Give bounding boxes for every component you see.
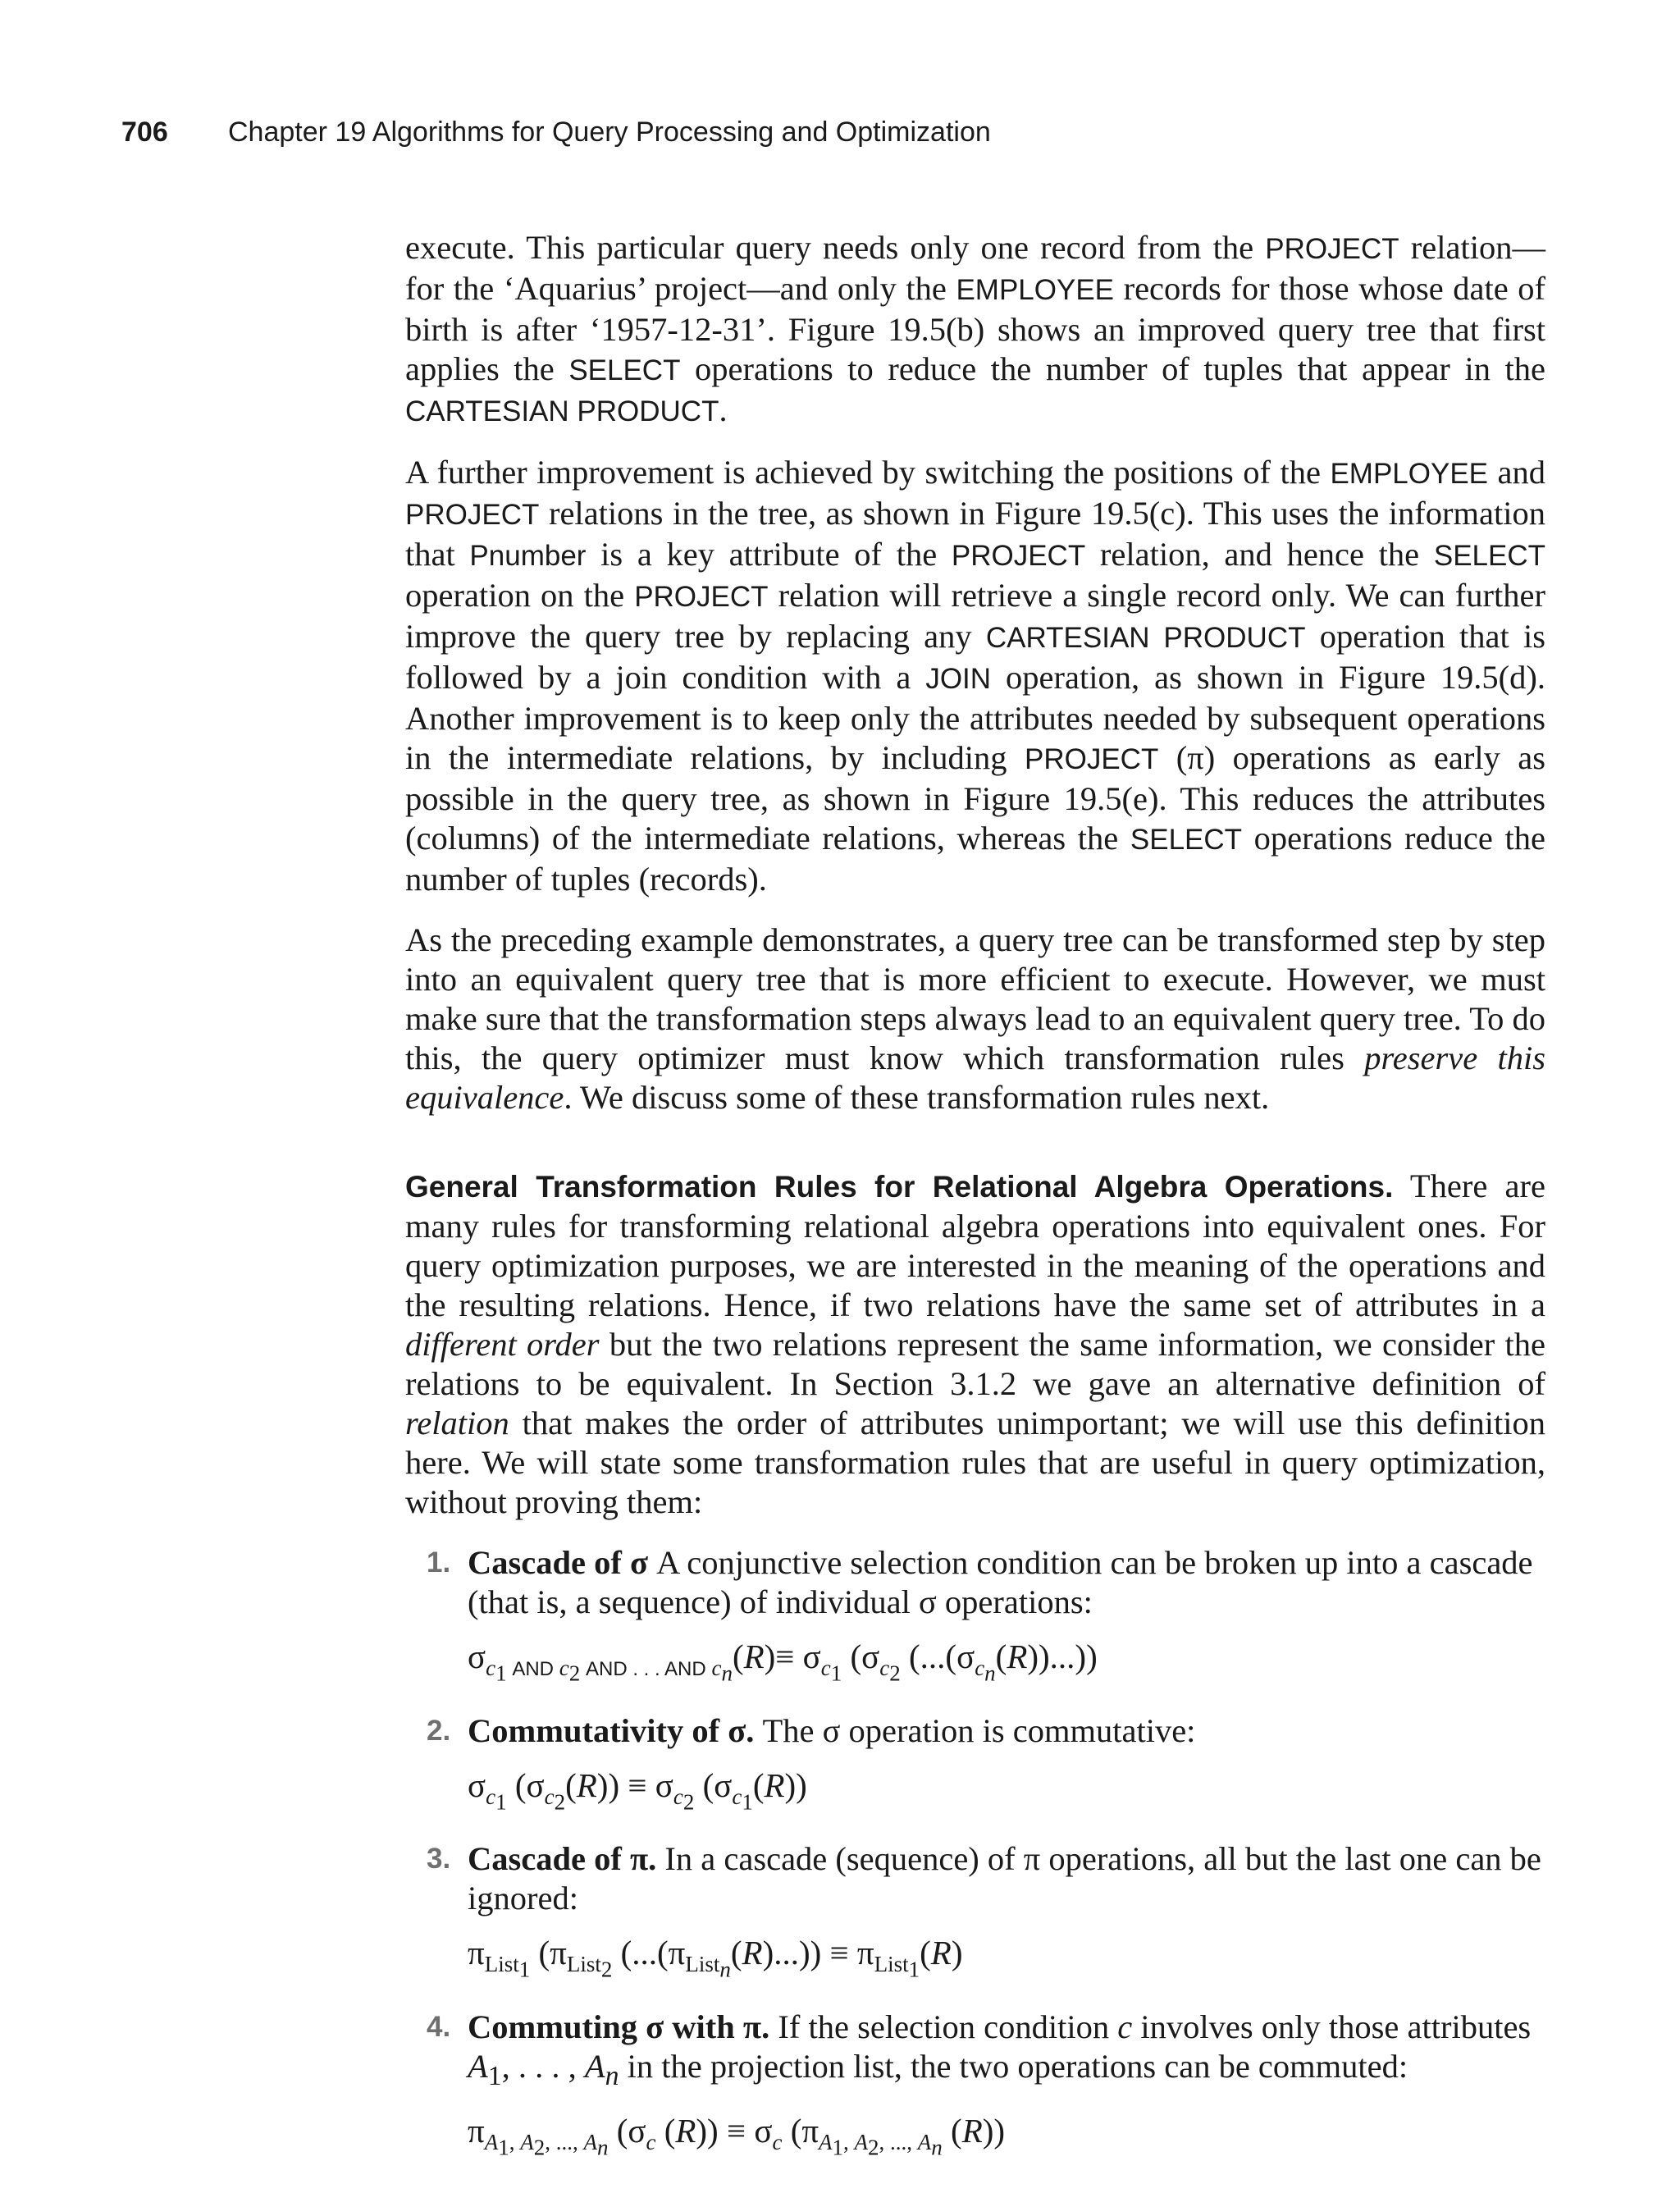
rule-number: 4. (427, 2010, 451, 2043)
rule-title: Cascade of σ (468, 1544, 649, 1581)
paragraph-4: General Transformation Rules for Relational Algebra Operations. There are many rules for transforming relational algebra operations into equivalent ones. For query optimization purposes, we are interested in the meaning of the operations and the resulting relations. Hence, if two relations have the same set of attributes in a different order but the two relations represent the same information, we consider the relations to be equivalent. In Section 3.1.2 we gave an alternative definition of relation that makes the order of attributes unimportant; we will use this definition here. We will state some transformation rules that are useful in query optimization, without proving them: (405, 1167, 1545, 1520)
chapter-title: Chapter 19 Algorithms for Query Processing and Optimization (228, 116, 991, 148)
rule-title: Commuting σ with π. (468, 2008, 770, 2045)
formula-cascade-sigma: $\sigma_{c_1 AND c_2 AND . . . AND c_n}(R)\equiv \sigma_{c_1}$ ($\sigma_{c_2}$ $(...(\sigma_{c_n}(R))...)$) (468, 1638, 1098, 1686)
rule-4: 4. Commuting σ with π. If the selection condition c involves only those attributes $A_1$, . . . , $A_n$ in the projection list, the two operations can be commuted: $\pi_{A_1, A_2, ..., A_n}$ ($\sigma_c$ $(R)) \equiv \sigma_c$ ($\pi_{A_1, A_2, ..., A_n}$ (R)) (468, 2008, 1545, 2171)
rule-number: 3. (427, 1843, 451, 1875)
rules-list (427, 1543, 1545, 2170)
paragraph-3: As the preceding example demonstrates, a query tree can be transformed step by step into an equivalent query tree that is more efficient to execute. However, we must make sure that the transformation steps always lead to an equivalent query tree. To do this, the query optimizer must know which transformation rules preserve this equivalence. We discuss some of these transformation rules next. (405, 921, 1545, 1116)
rule-number: 2. (427, 1714, 451, 1747)
rule-1: 1. Cascade of σ A conjunctive selection condition can be broken up into a cascade (that is, a sequence) of individual σ operations: $\sigma_{c_1 AND c_2 AND . . . AND c_n}(R)\equiv \sigma_{c_1}$ ($\sigma_{c_2}$ $(...(\sigma_{c_n}(R))...)$) (468, 1543, 1545, 1697)
page-number: 706 (121, 116, 168, 148)
section-heading: General Transformation Rules for Relational Algebra Operations. (405, 1170, 1394, 1204)
page-header (121, 116, 991, 148)
rule-title: Cascade of π. (468, 1840, 657, 1878)
page-body (405, 228, 1545, 2185)
rule-2: 2. Commutativity of σ. The σ operation is commutative: $\sigma_{c_1}$ $(\sigma_{c_2}(R)) \equiv \sigma_{c_2}$ $(\sigma_{c_1}(R))$ (468, 1711, 1545, 1825)
formula-commute-sigma: $\sigma_{c_1}$ $(\sigma_{c_2}(R)) \equiv \sigma_{c_2}$ $(\sigma_{c_1}(R))$ (468, 1766, 807, 1815)
rule-3: 3. Cascade of π. In a cascade (sequence) of π operations, all but the last one can be ignored: $\pi_{List_1}$ ($\pi_{List_2}$ $(...(\pi_{List_n}(R)...)) \equiv \pi_{List_1}(R)$ (468, 1839, 1545, 1993)
rule-title: Commutativity of σ. (468, 1711, 755, 1749)
formula-commute-sigma-pi: $\pi_{A_1, A_2, ..., A_n}$ ($\sigma_c$ $(R)) \equiv \sigma_c$ ($\pi_{A_1, A_2, ..., A_n}$ (R)) (468, 2111, 1006, 2160)
formula-cascade-pi: $\pi_{List_1}$ ($\pi_{List_2}$ $(...(\pi_{List_n}(R)...)) \equiv \pi_{List_1}(R)$ (468, 1934, 963, 1982)
paragraph-2: A further improvement is achieved by switching the positions of the EMPLOYEE and PROJECT relations in the tree, as shown in Figure 19.5(c). This uses the information that Pnumber is a key attribute of the PROJECT relation, and hence the SELECT operation on the PROJECT relation will retrieve a single record only. We can further improve the query tree by replacing any CARTESIAN PRODUCT operation that is followed by a join condition with a JOIN operation, as shown in Figure 19.5(d). Another improvement is to keep only the attributes needed by subsequent operations in the intermediate relations, by including PROJECT (π) operations as early as possible in the query tree, as shown in Figure 19.5(e). This reduces the attributes (columns) of the intermediate relations, whereas the SELECT operations reduce the number of tuples (records). (405, 454, 1546, 898)
rule-number: 1. (427, 1546, 451, 1578)
paragraph-1: execute. This particular query needs only one record from the PROJECT relation—for the ‘Aquarius’ project—and only the EMPLOYEE records for those whose date of birth is after ‘1957-12-31’. Figure 19.5(b) shows an improved query tree that first applies the SELECT operations to reduce the number of tuples that appear in the CARTESIAN PRODUCT. (405, 229, 1546, 428)
